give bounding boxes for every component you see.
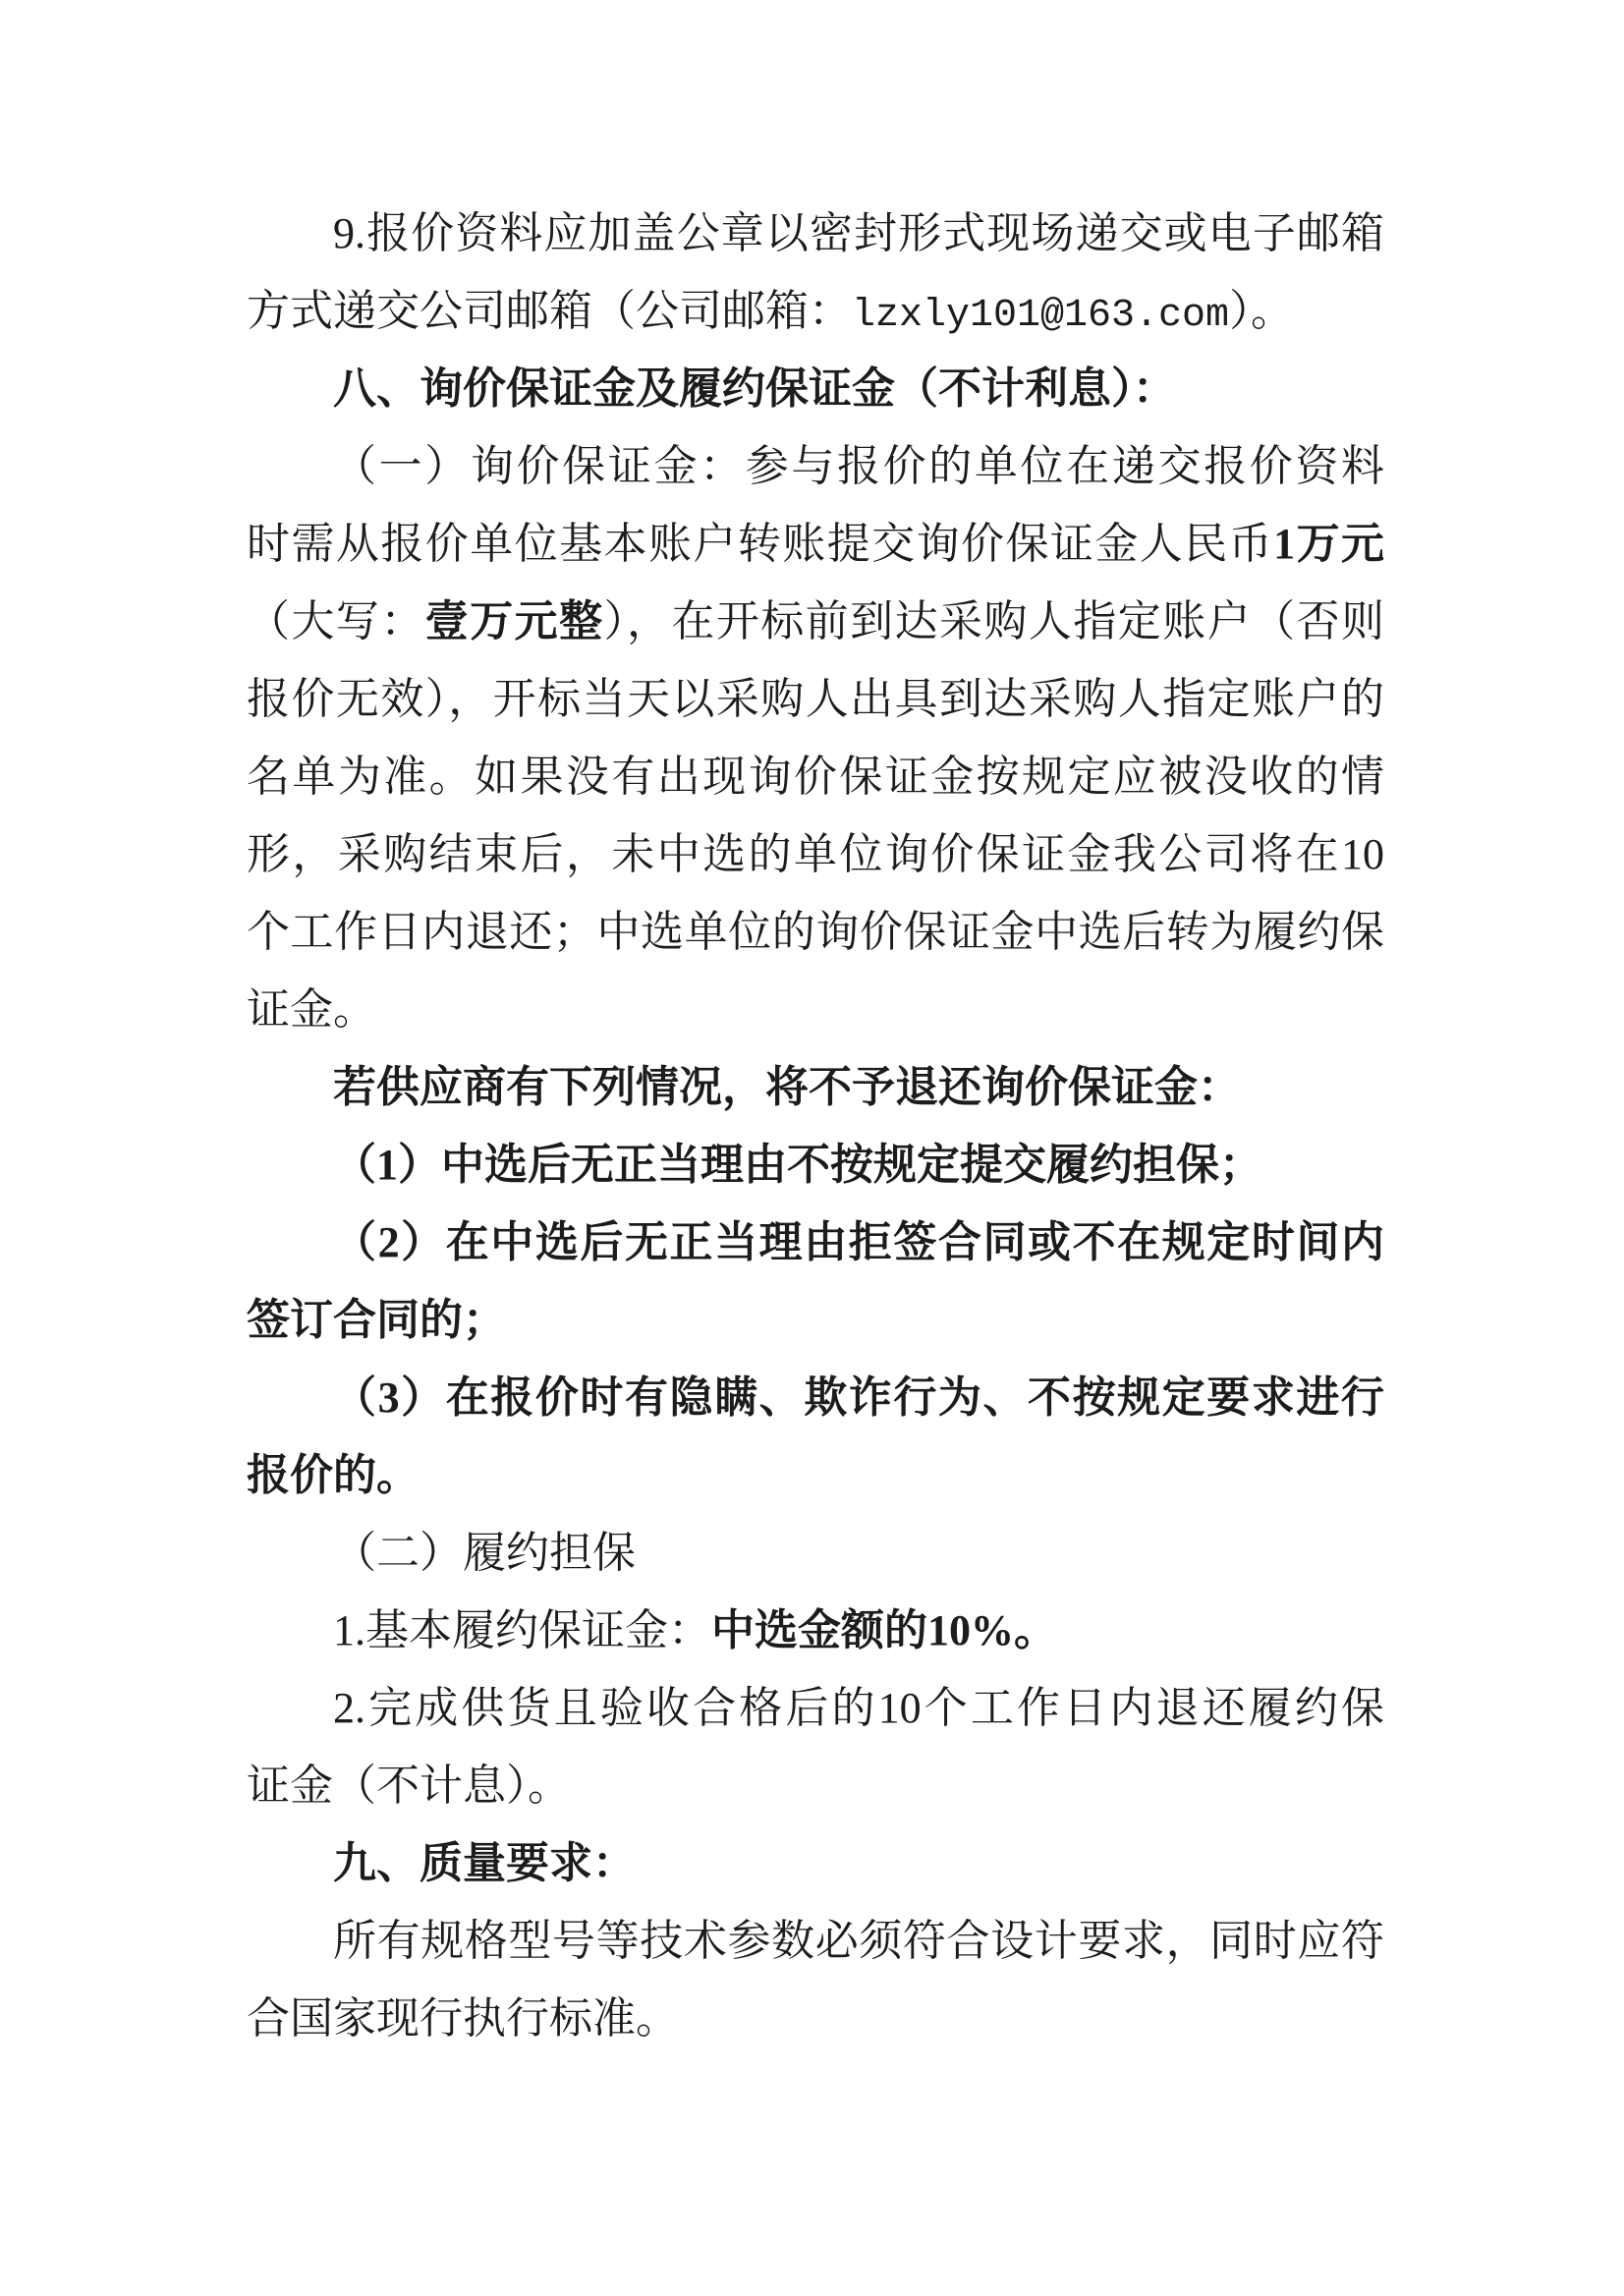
bold-text-run: 报价的。 (247, 1451, 420, 1499)
bold-text-run: 签订合同的； (247, 1296, 506, 1344)
bold-text-run: 九、质量要求： (333, 1839, 636, 1887)
bold-text-run: （1）中选后无正当理由不按规定提交履约担保； (333, 1141, 1262, 1189)
text-line-6 (247, 583, 1384, 660)
text-run: （大写： (247, 597, 425, 645)
text-run: 时需从报价单位基本账户转账提交询价保证金人民币 (247, 520, 1274, 568)
text-line-13 (247, 1126, 1384, 1204)
bold-text-run: 1万元 (1273, 520, 1385, 568)
text-line-14 (247, 1204, 1384, 1281)
text-run: 证金（不计息）。 (247, 1762, 571, 1810)
text-run: 个工作日内退还；中选单位的询价保证金中选后转为履约保 (247, 908, 1384, 956)
text-line-18 (247, 1514, 1384, 1592)
text-line-17 (247, 1436, 1384, 1514)
text-run: 所有规格型号等技术参数必须符合设计要求，同时应符 (333, 1917, 1384, 1965)
text-line-15 (247, 1281, 1384, 1359)
text-line-12 (247, 1048, 1384, 1126)
text-run: 1.基本履约保证金： (333, 1606, 711, 1654)
document-page-content (247, 195, 1384, 2057)
text-run: （二）履约担保 (333, 1529, 636, 1577)
text-run: ）。 (1229, 287, 1295, 335)
text-run: 报价无效），开标当天以采购人出具到达采购人指定账户的 (247, 675, 1384, 723)
text-run: 方式递交公司邮箱（公司邮箱： (247, 287, 852, 335)
text-run: 证金。 (247, 985, 376, 1034)
text-run: 2.完成供货且验收合格后的10个工作日内退还履约保 (333, 1684, 1384, 1732)
text-line-20 (247, 1669, 1384, 1747)
text-run: 名单为准。如果没有出现询价保证金按规定应被没收的情 (247, 753, 1384, 801)
text-line-9 (247, 815, 1384, 893)
text-line-21 (247, 1747, 1384, 1824)
text-line-22 (247, 1824, 1384, 1902)
text-line-24 (247, 1980, 1384, 2057)
bold-text-run: 壹万元整 (424, 597, 604, 645)
text-run: 合国家现行执行标准。 (247, 1994, 679, 2043)
text-line-4 (247, 427, 1384, 505)
bold-text-run: （3）在报价时有隐瞒、欺诈行为、不按规定要求进行 (333, 1373, 1384, 1422)
text-run: ），在开标前到达采购人指定账户（否则 (603, 597, 1385, 645)
text-line-10 (247, 893, 1384, 971)
text-line-7 (247, 660, 1384, 738)
text-line-2 (247, 272, 1384, 350)
text-line-16 (247, 1359, 1384, 1436)
email-text-run: lzxly101@163.com (852, 294, 1230, 338)
bold-text-run: 八、询价保证金及履约保证金（不计利息）： (333, 364, 1176, 413)
text-line-19 (247, 1592, 1384, 1669)
bold-text-run: （2）在中选后无正当理由拒签合同或不在规定时间内 (333, 1218, 1384, 1266)
text-line-3 (247, 350, 1384, 427)
text-run: 形，采购结束后，未中选的单位询价保证金我公司将在10 (247, 830, 1384, 878)
text-line-5 (247, 505, 1384, 583)
text-line-1 (247, 195, 1384, 272)
text-line-8 (247, 738, 1384, 815)
text-line-11 (247, 971, 1384, 1048)
text-line-23 (247, 1902, 1384, 1980)
bold-text-run: 若供应商有下列情况，将不予退还询价保证金： (333, 1063, 1241, 1111)
text-run: 9.报价资料应加盖公章以密封形式现场递交或电子邮箱 (333, 209, 1384, 257)
bold-text-run: 中选金额的10%。 (711, 1606, 1057, 1654)
text-run: （一）询价保证金：参与报价的单位在递交报价资料 (333, 442, 1384, 490)
